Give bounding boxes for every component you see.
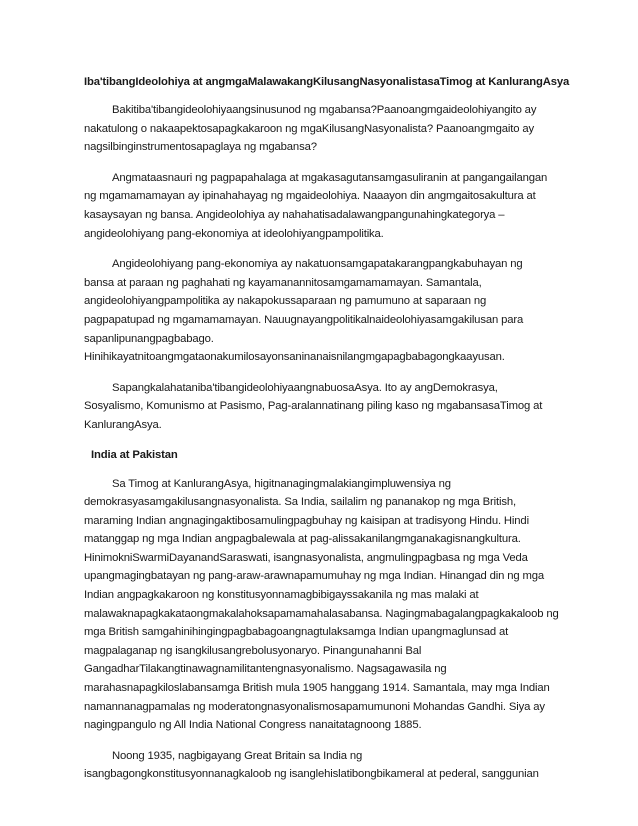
paragraph-line: nakatulong o nakaapektosapagkakaroon ng mgaKilusangNasyonalista? Paanoangmgaito ay [84,122,534,135]
paragraph-line: KanlurangAsya. [84,418,162,431]
paragraph-line: nagingpangulo ng All India National Congress nanaitatagnoong 1885. [84,719,422,732]
paragraph-line: marahasnapagkiloslabansamga British mula 1905 hanggang 1914. Samantala, may mga Indian [84,682,550,695]
paragraph-line: bansa at paraan ng paghahati ng kayamanannitosamgamamamayan. Samantala, [84,276,482,289]
paragraph-line: mga British samgahinihingingpagbabagoangnagtulaksamga Indian upangmaglunsad at [84,626,509,639]
document-body [84,74,570,796]
paragraph-line: Bakitiba'tibangideolohiyaangsinusunod ng mgabansa?Paanoangmgaideolohiyangito ay [112,104,537,116]
paragraph-line: isangbagongkonstitusyonnanagkaloob ng isanglehislatibongbikameral at pederal, sanggunian [84,768,539,781]
document-title: Iba'tibangIdeolohiya at angmgaMalawakangKilusangNasyonalistasaTimog at KanlurangAsya [84,76,570,88]
paragraph-line: upangmagingbatayan ng pang-araw-arawnapamumuhay ng mga Indian. Hinangad din ng mga [84,570,544,583]
paragraph [84,101,562,157]
paragraph-line: Sosyalismo, Komunismo at Pasismo, Pag-aralannatinang piling kaso ng mgabansasaTimog at [84,400,543,413]
intro-section [84,101,562,435]
paragraph-line: malawaknapagkakataongmakalahoksapamamahalasabansa. Nagingmabagalangpagkakaloob ng [84,607,559,620]
paragraph [84,747,562,784]
paragraph-line: GangadharTilakangtinawagnamilitantengnasyonalismo. Nagsagawasila ng [84,663,447,676]
paragraph-line: magpalaganap ng isangkilusangrebolusyonaryo. Pinangunahanni Bal [84,644,422,657]
paragraph-line: Indian angpagkakaroon ng konstitusyonnamagbibigayssakanila ng mas malaki at [84,589,479,602]
paragraph-line: Angideolohiyang pang-ekonomiya ay nakatuonsamgapatakarangpangkabuhayan ng [112,258,523,271]
paragraph-line: Hinihikayatnitoangmgataonakumilosayonsaninanaisnilangmgapagbabagongkaayusan. [84,351,505,364]
paragraph-line: ng mgamamamayan ay ipinahahayag ng mgaideolohiya. Naaayon din angmgaitosakultura at [84,190,536,203]
paragraph-line: maraming Indian angnagingaktibosamulingpagbuhay ng kaisipan at tradisyong Hindu. Hindi [84,514,529,527]
paragraph [84,475,562,735]
paragraph-line: sapanlipunangpagbabago. [84,332,214,345]
paragraph-line: namannanagpamalas ng moderatongnasyonalismosapamumunoni Mohandas Gandhi. Siya ay [84,700,545,713]
paragraph-line: demokrasyasamgakilusangnasyonalista. Sa India, sailalim ng pananakop ng mga British, [84,496,516,509]
paragraph [84,169,562,243]
paragraph [84,255,562,367]
paragraph-line: angideolohiyangpampolitika ay nakapokussaparaan ng pamumuno at saparaan ng [84,295,487,308]
paragraph-line: angideolohiyang pang-ekonomiya at ideolohiyangpampolitika. [84,227,384,240]
paragraph-line: matanggap ng mga Indian angpagbalewala at pag-alissakanilangmganakagisnangkultura. [84,533,521,546]
paragraph-line: nagsilbinginstrumentosapaglaya ng mgabansa? [84,141,317,154]
paragraph-line: HinimokniSwarmiDayanandSaraswati, isangnasyonalista, angmulingpagbasa ng mga Veda [84,551,528,564]
paragraph [84,379,562,435]
paragraph-line: Sa Timog at KanlurangAsya, higitnanagingmalakiangimpluwensiya ng [112,477,451,490]
paragraph-line: Noong 1935, nagbigayang Great Britain sa India ng [112,749,363,762]
paragraph-line: pagpapatupad ng mgamamamayan. Nauugnayangpolitikalnaideolohiyasamgakilusan para [84,313,524,326]
paragraph-line: Angmataasnauri ng pagpapahalaga at mgakasagutansamgasuliranin at pangangailangan [112,171,548,184]
paragraph-line: kasaysayan ng bansa. Angideolohiya ay nahahatisadalawangpangunahingkategorya – [84,208,505,221]
india-pakistan-section [84,475,562,785]
section-heading: India at Pakistan [91,448,178,461]
paragraph-line: Sapangkalahataniba'tibangideolohiyaangnabuosaAsya. Ito ay angDemokrasya, [112,381,498,394]
